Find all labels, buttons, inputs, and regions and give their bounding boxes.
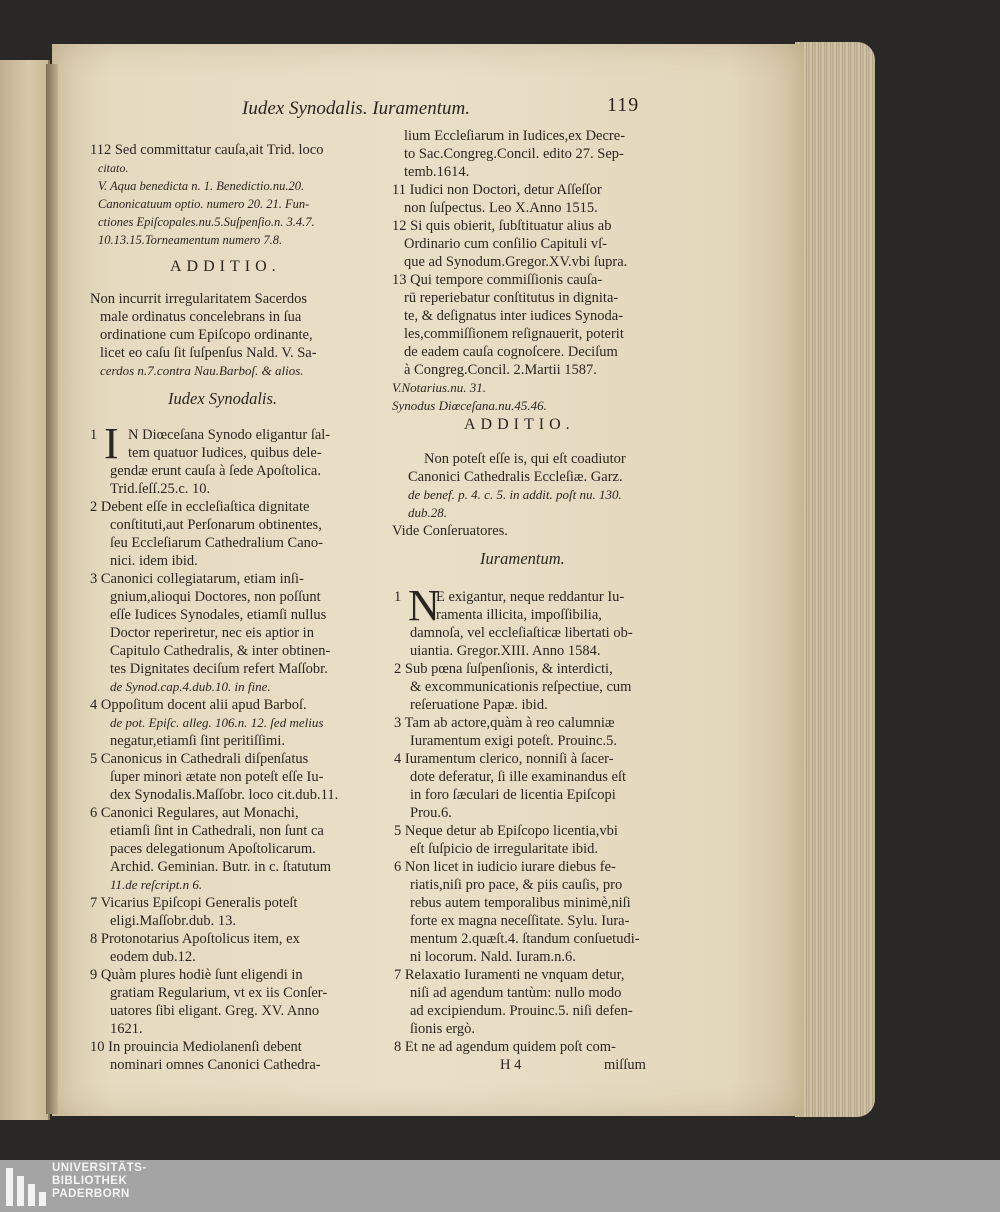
text-line: Iuramentum exigi poteſt. Prouinc.5. xyxy=(410,733,617,749)
text-line: nici. idem ibid. xyxy=(110,553,198,569)
text-line: V.Notarius.nu. 31. xyxy=(392,380,487,395)
text-line: ordinatione cum Epiſcopo ordinante, xyxy=(100,327,313,343)
text-line: gendæ erunt cauſa à ſede Apoſtolica. xyxy=(110,463,321,479)
text-line: negatur,etiamſi ſint peritiſſimi. xyxy=(110,733,285,749)
text-line: ni locorum. Nald. Iuram.n.6. xyxy=(410,949,576,965)
text-line: to Sac.Congreg.Concil. edito 27. Sep- xyxy=(404,146,624,162)
text-line: cerdos n.7.contra Nau.Barboſ. & alios. xyxy=(100,363,304,378)
section-title-iudex: Iudex Synodalis. xyxy=(168,389,278,408)
text-line: 12 Si quis obierit, ſubſtituatur alius ab xyxy=(392,218,612,234)
text-line: Non poteſt eſſe is, qui eſt coadiutor xyxy=(424,451,626,467)
text-line: etiamſi ſint in Cathedrali, non ſunt ca xyxy=(110,823,324,839)
text-line: de Synod.cap.4.dub.10. in fine. xyxy=(110,679,271,694)
text-line: 112 Sed committatur cauſa,ait Trid. loco xyxy=(90,142,324,158)
text-line: dex Synodalis.Maſſobr. loco cit.dub.11. xyxy=(110,787,339,803)
text-line: 7 Relaxatio Iuramenti ne vnquam detur, xyxy=(394,967,625,983)
text-line: 6 Canonici Regulares, aut Monachi, xyxy=(90,805,299,821)
text-line: de benef. p. 4. c. 5. in addit. poſt nu. 130. xyxy=(408,487,622,502)
text-line: de eadem cauſa cognoſcere. Deciſum xyxy=(404,344,618,360)
text-line: 8 Et ne ad agendum quidem poſt com- xyxy=(394,1039,616,1055)
additio-heading-right: ADDITIO. xyxy=(464,416,575,433)
footer-bar xyxy=(0,1160,1000,1212)
text-line: ctiones Epiſcopales.nu.5.Suſpenſio.n. 3.4.7. xyxy=(98,215,315,229)
running-title: Iudex Synodalis. Iuramentum. xyxy=(242,98,470,119)
text-line: rebus autem temporalibus minimè,niſi xyxy=(410,895,631,911)
text-line: uiantia. Gregor.XIII. Anno 1584. xyxy=(410,643,601,659)
text-line: Canonici Cathedralis Eccleſiæ. Garz. xyxy=(408,469,623,485)
text-line: licet eo caſu ſit ſuſpenſus Nald. V. Sa- xyxy=(100,345,317,361)
text-line: 11.de reſcript.n 6. xyxy=(110,877,203,892)
text-line: citato. xyxy=(98,161,129,175)
text-line: que ad Synodum.Gregor.XV.vbi ſupra. xyxy=(404,254,628,270)
library-name xyxy=(52,1162,147,1201)
dropcap-n: N xyxy=(408,581,440,630)
text-line: Vide Conſeruatores. xyxy=(392,523,508,539)
text-line: V. Aqua benedicta n. 1. Benedictio.nu.20. xyxy=(98,179,305,193)
text-line: ſuper minori ætate non poteſt eſſe Iu- xyxy=(110,769,324,785)
text-line: Non incurrit irregularitatem Sacerdos xyxy=(90,291,308,307)
catchword: miſſum xyxy=(604,1057,646,1073)
text-line: eodem dub.12. xyxy=(110,949,196,965)
text-line: Doctor reperiretur, nec eis aptior in xyxy=(110,625,314,641)
text-line: 4 Oppoſitum docent alii apud Barboſ. xyxy=(90,697,307,713)
text-line: gratiam Regularium, vt ex iis Conſer- xyxy=(110,985,328,1001)
text-line: lium Eccleſiarum in Iudices,ex Decre- xyxy=(404,128,626,144)
text-line: riatis,niſi pro pace, & piis cauſis, pro xyxy=(410,877,623,893)
text-line: gnium,alioqui Doctores, non poſſunt xyxy=(110,589,321,605)
text-line: 9 Quàm plures hodiè ſunt eligendi in xyxy=(90,967,303,983)
right-column-body xyxy=(394,581,694,1068)
additio-heading-left: ADDITIO. xyxy=(170,258,281,275)
text-line: 2 Sub pœna ſuſpenſionis, & interdicti, xyxy=(394,661,613,677)
text-line: eligi.Maſſobr.dub. 13. xyxy=(110,913,237,929)
book-page xyxy=(52,44,804,1116)
dropcap-i: I xyxy=(104,419,119,468)
book-gutter xyxy=(46,64,58,1114)
text-line: 4 Iuramentum clerico, nonniſi à ſacer- xyxy=(394,751,614,767)
text-line: E exigantur, neque reddantur Iu- xyxy=(436,589,625,605)
text-line: & excommunicationis reſpectiue, cum xyxy=(410,679,632,695)
text-line: Trid.ſeſſ.25.c. 10. xyxy=(110,481,211,497)
text-line: temb.1614. xyxy=(404,164,470,180)
text-line: niſi ad agendum tantùm: nullo modo xyxy=(410,985,622,1001)
section-title-iuramentum: Iuramentum. xyxy=(480,549,565,568)
text-line: ſionis ergò. xyxy=(410,1021,475,1037)
text-line: 13 Qui tempore commiſſionis cauſa- xyxy=(392,272,603,288)
text-line: 7 Vicarius Epiſcopi Generalis poteſt xyxy=(90,895,298,911)
text-line: 11 Iudici non Doctori, detur Aſſeſſor xyxy=(392,182,602,198)
text-line: 10.13.15.Torneamentum numero 7.8. xyxy=(98,233,283,247)
text-line: 10 In prouincia Mediolanenſi debent xyxy=(90,1039,302,1055)
text-line: de pot. Epiſc. alleg. 106.n. 12. ſed melius xyxy=(110,715,324,730)
text-line: ramenta illicita, impoſſibilia, xyxy=(436,607,602,623)
text-line: eſſe Iudices Synodales, etiamſi nullus xyxy=(110,607,327,623)
text-line: 3 Canonici collegiatarum, etiam inſi- xyxy=(90,571,304,587)
library-name-line: BIBLIOTHEK xyxy=(52,1175,128,1187)
text-line: mentum 2.quæſt.4. ſtandum conſuetudi- xyxy=(410,931,640,947)
page-number: 119 xyxy=(607,94,640,116)
text-line: conſtituti,aut Perſonarum obtinentes, xyxy=(110,517,322,533)
text-line: ad excipiendum. Prouinc.5. niſi defen- xyxy=(410,1003,633,1019)
text-line: les,commiſſionem reſignauerit, poterit xyxy=(404,326,624,342)
text-line: Prou.6. xyxy=(410,805,452,821)
text-line: uatores ſibi eligant. Greg. XV. Anno xyxy=(110,1003,320,1019)
text-line: Canonicatuum optio. numero 20. 21. Fun- xyxy=(98,197,310,211)
text-line: reſeruatione Papæ. ibid. xyxy=(410,697,548,713)
library-logo-icon xyxy=(6,1168,48,1206)
text-line: rū reperiebatur conſtitutus in dignita- xyxy=(404,290,619,306)
library-name-line: UNIVERSITÄTS- xyxy=(52,1162,147,1174)
text-line: te, & deſignatus inter iudices Synoda- xyxy=(404,308,624,324)
text-line: 2 Debent eſſe in eccleſiaſtica dignitate xyxy=(90,499,310,515)
text-line: 6 Non licet in iudicio iurare diebus fe- xyxy=(394,859,616,875)
text-line: Ordinario cum conſilio Capituli vſ- xyxy=(404,236,607,252)
text-line: 8 Protonotarius Apoſtolicus item, ex xyxy=(90,931,300,947)
text-line: N Diœceſana Synodo eligantur ſal- xyxy=(128,427,331,443)
text-line: in foro ſæculari de licentia Epiſcopi xyxy=(410,787,616,803)
text-line: dote deferatur, ſi ille examinandus eſt xyxy=(410,769,627,785)
text-line: tes Dignitates deciſum refert Maſſobr. xyxy=(110,661,328,677)
text-line: à Congreg.Concil. 2.Martii 1587. xyxy=(404,362,597,378)
text-line: 1621. xyxy=(110,1021,143,1037)
text-line: 5 Canonicus in Cathedrali diſpenſatus xyxy=(90,751,309,767)
text-line: ſeu Eccleſiarum Cathedralium Cano- xyxy=(110,535,323,551)
text-line: non ſuſpectus. Leo X.Anno 1515. xyxy=(404,200,598,216)
text-line: 5 Neque detur ab Epiſcopo licentia,vbi xyxy=(394,823,618,839)
facing-page-edge xyxy=(0,60,50,1120)
text-line: Synodus Diœceſana.nu.45.46. xyxy=(392,398,547,413)
text-line: 3 Tam ab actore,quàm à reo calumniæ xyxy=(394,715,615,731)
text-line: nominari omnes Canonici Cathedra- xyxy=(110,1057,321,1073)
page-block-edges xyxy=(795,42,875,1117)
text-line: damnoſa, vel eccleſiaſticæ libertati ob- xyxy=(410,625,633,641)
text-line: forte ex magna neceſſitate. Sylu. Iura- xyxy=(410,913,630,929)
text-line: eſt ſuſpicio de irregularitate ibid. xyxy=(410,841,599,857)
text-line: dub.28. xyxy=(408,505,447,520)
text-line: Capitulo Cathedralis, & inter obtinen- xyxy=(110,643,331,659)
text-line: tem quatuor Iudices, quibus dele- xyxy=(128,445,322,461)
number-one-right: 1 xyxy=(394,589,402,605)
left-column-body xyxy=(90,419,390,1073)
text-line: male ordinatus concelebrans in ſua xyxy=(100,309,302,325)
text-line: paces delegationum Apoſtolicarum. xyxy=(110,841,316,857)
text-line: Archid. Geminian. Butr. in c. ſtatutum xyxy=(110,859,332,875)
library-name-line: PADERBORN xyxy=(52,1188,130,1200)
signature-mark: H 4 xyxy=(500,1057,522,1073)
number-one: 1 xyxy=(90,427,98,443)
